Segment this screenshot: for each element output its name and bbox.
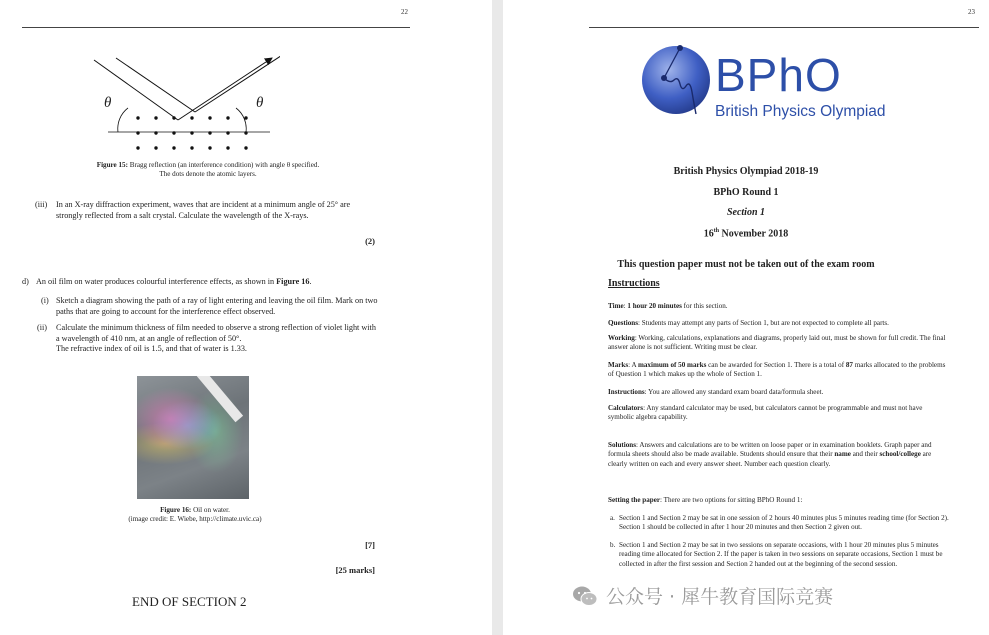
q-d-ii-label: (ii) xyxy=(37,323,48,332)
header-rule xyxy=(22,27,410,28)
page-number: 23 xyxy=(968,8,975,16)
exam-date xyxy=(503,228,989,239)
marks-text-3: marks allocated to the problems of Question 1 which makes up the whole of Section 1. xyxy=(608,361,946,379)
figure16-ref: Figure 16 xyxy=(276,277,310,286)
watermark-text: 公众号 · 犀牛教育国际竞赛 xyxy=(606,586,834,608)
oil-on-water-photo xyxy=(137,376,249,499)
calculators-text: : Any standard calculator may be used, but calculators cannot be programmable and must not have symbolic algebra capability. xyxy=(608,404,923,422)
atomic-layers xyxy=(136,116,247,149)
q-d-ii-text-main: Calculate the minimum thickness of film needed to observe a strong reflection of violet light with a wavelength of 410 nm, at an angle of reflection of 50°. xyxy=(56,323,376,343)
setting-label: Setting the paper xyxy=(608,496,661,504)
instructions-heading: Instructions xyxy=(608,278,660,289)
figure16-credit: (image credit: E. Wiebe, http://climate.uvic.ca) xyxy=(128,515,262,524)
theta-right-label: θ xyxy=(256,95,264,111)
wechat-icon xyxy=(572,585,598,607)
q-d-text-before: An oil film on water produces colourful interference effects, as shown in xyxy=(36,277,277,286)
instructions-label: Instructions xyxy=(608,388,645,396)
marks-text-1: : A xyxy=(628,361,638,369)
bragg-diagram xyxy=(90,50,280,156)
working-text: : Working, calculations, explanations and diagrams, properly laid out, must be shown for full credit. The final answer alone is not sufficient. Writing must be clear. xyxy=(608,334,946,352)
q-d-text xyxy=(36,277,376,288)
photo-white-strip xyxy=(197,376,243,422)
instructions-paragraph xyxy=(608,388,948,397)
marks-total-allocated: 87 xyxy=(845,361,853,369)
bpho-logo-icon xyxy=(640,42,720,122)
option-b-label: b. xyxy=(610,541,616,549)
solutions-label: Solutions xyxy=(608,441,636,449)
solutions-text-1: : Answers and calculations are to be written on loose paper or in examination booklets. Graph paper and formula sheets should also be made available. Students should ensure that their xyxy=(608,441,932,459)
q-d-i-text: Sketch a diagram showing the path of a ray of light entering and leaving the oil film. Mark on two paths that are going to account for the interference effect observed. xyxy=(56,296,378,316)
round-title: BPhO Round 1 xyxy=(713,187,779,198)
page-left xyxy=(0,0,492,635)
q-d-i-label: (i) xyxy=(41,296,49,305)
q-iii-marks: (2) xyxy=(365,236,375,246)
figure15-caption-line2: The dots denote the atomic layers. xyxy=(159,170,257,179)
exam-date-rest: November 2018 xyxy=(719,228,789,240)
page-number: 22 xyxy=(401,8,408,16)
questions-label: Questions xyxy=(608,319,638,327)
angle-arc-left xyxy=(118,108,128,132)
working-label: Working xyxy=(608,334,635,342)
angle-arc-right xyxy=(236,108,246,132)
solutions-text-2: and their xyxy=(850,450,880,459)
section-marks-total: [25 marks] xyxy=(335,565,375,575)
option-a-label: a. xyxy=(610,514,615,522)
exam-room-warning: This question paper must not be taken out of the exam room xyxy=(617,259,875,270)
marks-label: Marks xyxy=(608,361,629,369)
exam-date-day: 16 xyxy=(703,228,714,240)
marks-paragraph xyxy=(608,361,948,380)
time-rest: for this section. xyxy=(681,302,728,310)
marks-max: maximum of 50 marks xyxy=(637,361,707,369)
calculators-paragraph xyxy=(608,404,948,423)
marks-text-2: can be awarded for Section 1. There is a total of xyxy=(706,361,846,369)
page-right xyxy=(503,0,989,635)
section-title: Section 1 xyxy=(726,207,766,218)
q-d-label: d) xyxy=(22,277,29,286)
figure16-caption xyxy=(100,506,290,525)
time-paragraph: Time: 1 hour 20 minutes for this section. xyxy=(608,302,728,310)
working-paragraph xyxy=(608,334,948,353)
logo-title: BPhO xyxy=(715,49,842,101)
figure15-caption-line1: Bragg reflection (an interference condition) with angle θ specified. xyxy=(129,161,320,169)
figure16-caption-label: Figure 16: xyxy=(160,506,192,514)
solutions-name: name xyxy=(834,450,851,459)
q-d-marks: [7] xyxy=(365,540,375,550)
option-a-text: Section 1 and Section 2 may be sat in one session of 2 hours 40 minutes plus 5 minutes reading time (for Section 2). Section 1 should be collected in after 1 hour 20 minutes and then Section 2 given out. xyxy=(619,514,949,532)
figure15-caption-label: Figure 15: xyxy=(96,161,128,169)
q-iii-label: (iii) xyxy=(35,200,48,209)
questions-paragraph xyxy=(608,319,948,328)
wechat-watermark xyxy=(572,582,833,609)
instructions-text: : You are allowed any standard exam board data/formula sheet. xyxy=(644,388,824,396)
option-b-text: Section 1 and Section 2 may be sat in two sessions on separate occasions, with 1 hour 20 minutes plus 5 minutes reading time allocated for Section 2. If the paper is taken in two sessions on separate occasions, Section 1 must be collected in after the first session and Section 2 handed out at the beginning of the second session. xyxy=(619,541,943,568)
q-d-text-after: . xyxy=(309,277,312,286)
solutions-paragraph xyxy=(608,441,948,469)
figure16-caption-text: Oil on water. xyxy=(193,506,230,514)
header-rule xyxy=(589,27,979,28)
calculators-label: Calculators xyxy=(608,404,644,412)
theta-left-label: θ xyxy=(104,95,112,111)
time-label: Time xyxy=(608,302,624,310)
solutions-text-3: are clearly written on each and every answer sheet. Number each question clearly. xyxy=(608,450,932,468)
q-d-ii-text xyxy=(56,323,378,355)
solutions-school: school/college xyxy=(879,450,921,459)
figure15-caption xyxy=(40,161,376,180)
setting-text: : There are two options for sitting BPhO Round 1: xyxy=(660,496,803,504)
q-d-ii-text-2: The refractive index of oil is 1.5, and that of water is 1.33. xyxy=(56,344,247,353)
setting-paragraph xyxy=(608,496,948,505)
logo-subtitle: British Physics Olympiad xyxy=(715,103,886,120)
questions-text: : Students may attempt any parts of Section 1, but are not expected to complete all parts. xyxy=(637,319,889,327)
end-of-section-text: END OF SECTION 2 xyxy=(132,594,247,609)
time-value: 1 hour 20 minutes xyxy=(627,302,682,310)
q-iii-text: In an X-ray diffraction experiment, waves that are incident at a minimum angle of 25° are strongly reflected from a salt crystal. Calculate the wavelength of the X-rays. xyxy=(56,200,351,220)
exam-date-suffix: th xyxy=(713,228,720,234)
competition-title: British Physics Olympiad 2018-19 xyxy=(673,166,819,177)
